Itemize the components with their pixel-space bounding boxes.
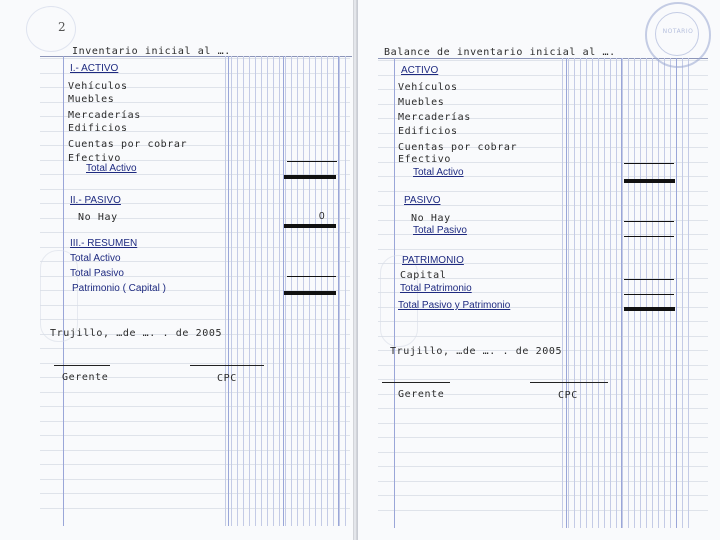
ledger-column-line (273, 56, 274, 526)
left-activo-item: Edificios (68, 123, 128, 134)
right-activo-underline (624, 163, 674, 164)
left-signature-line-cpc (190, 365, 264, 366)
left-activo-item: Vehículos (68, 81, 128, 92)
ledger-column-line (604, 58, 605, 528)
left-activo-item: Muebles (68, 94, 115, 105)
left-resumen-heading: III.- RESUMEN (70, 238, 138, 249)
right-total-pasivo-patrimonio: Total Pasivo y Patrimonio (398, 300, 511, 311)
ledger-column-line (580, 58, 581, 528)
left-resumen-item: Patrimonio ( Capital ) (72, 283, 166, 294)
left-resumen-item: Total Activo (70, 253, 121, 264)
ledger-column-line (676, 58, 677, 528)
ledger-column-line (622, 58, 623, 528)
notary-stamp: NOTARIO (645, 2, 711, 68)
ledger-column-line (640, 58, 641, 528)
ledger-column-line (562, 58, 563, 528)
left-resumen-double-rule (284, 291, 336, 295)
left-activo-item: Mercaderías (68, 110, 141, 121)
left-date-line: Trujillo, …de …. . de 2005 (50, 328, 223, 339)
right-activo-heading: ACTIVO (401, 65, 439, 76)
ledger-column-line (228, 56, 229, 526)
ledger-column-line (664, 58, 665, 528)
left-signer-gerente: Gerente (62, 372, 109, 383)
ledger-column-line (688, 58, 689, 528)
right-pasivo-underline (624, 221, 674, 222)
right-signature-line-cpc (530, 382, 608, 383)
left-pasivo-value: 0 (319, 211, 325, 222)
ledger-column-line (279, 56, 280, 526)
ledger-column-line (610, 58, 611, 528)
ledger-column-line (261, 56, 262, 526)
ledger-column-line (682, 58, 683, 528)
right-pasivo-item: No Hay (411, 213, 451, 224)
right-activo-item: Efectivo (398, 154, 451, 165)
ledger-column-line (243, 56, 244, 526)
right-patrimonio-underline (624, 279, 674, 280)
left-resumen-underline (287, 276, 336, 277)
right-pasivo-total-underline (624, 236, 674, 237)
right-activo-item: Muebles (398, 97, 445, 108)
right-activo-item: Cuentas por cobrar (398, 142, 518, 153)
faded-seal (26, 6, 76, 52)
right-title: Balance de inventario inicial al …. (384, 47, 616, 58)
ledger-column-line (231, 56, 232, 526)
ledger-column-line (652, 58, 653, 528)
right-patrimonio-heading: PATRIMONIO (402, 255, 464, 266)
ledger-column-line (616, 58, 617, 528)
right-patrimonio-total-underline (624, 294, 674, 295)
right-date-line: Trujillo, …de …. . de 2005 (390, 346, 563, 357)
right-signer-gerente: Gerente (398, 389, 445, 400)
ledger-column-line (658, 58, 659, 528)
ledger-column-line (621, 58, 622, 528)
ledger-column-line (574, 58, 575, 528)
book-spine (353, 0, 357, 540)
left-pasivo-heading: II.- PASIVO (70, 195, 121, 206)
ledger-column-line (249, 56, 250, 526)
right-signer-cpc: CPC (558, 390, 578, 401)
page-number: 2 (58, 20, 66, 34)
left-activo-item: Cuentas por cobrar (68, 139, 188, 150)
left-title: Inventario inicial al …. (72, 46, 231, 57)
ledger-column-line (225, 56, 226, 526)
right-total-patrimonio: Total Patrimonio (400, 283, 472, 294)
ledger-column-line (255, 56, 256, 526)
left-activo-double-rule (284, 175, 336, 179)
left-activo-item: Efectivo (68, 153, 121, 164)
right-activo-item: Edificios (398, 126, 458, 137)
ledger-column-line (339, 56, 340, 526)
ledger-column-line (345, 56, 346, 526)
ledger-column-line (670, 58, 671, 528)
right-activo-item: Vehículos (398, 82, 458, 93)
ledger-column-line (267, 56, 268, 526)
left-pasivo-item: No Hay (78, 212, 118, 223)
right-total-pasivo: Total Pasivo (413, 225, 467, 236)
ledger-column-line (566, 58, 567, 528)
ledger-column-line (634, 58, 635, 528)
ledger-column-line (628, 58, 629, 528)
ledger-column-line (592, 58, 593, 528)
right-final-double-rule (624, 307, 675, 311)
right-capital: Capital (400, 270, 447, 281)
right-activo-double-rule (624, 179, 675, 183)
left-total-activo: Total Activo (86, 163, 137, 174)
left-signer-cpc: CPC (217, 373, 237, 384)
right-signature-line-gerente (382, 382, 450, 383)
right-total-activo: Total Activo (413, 167, 464, 178)
left-activo-underline (287, 161, 337, 162)
left-signature-line-gerente (54, 365, 110, 366)
right-pasivo-heading: PASIVO (404, 195, 441, 206)
ledger-column-line (568, 58, 569, 528)
ledger-column-line (338, 56, 339, 526)
right-activo-item: Mercaderías (398, 112, 471, 123)
left-activo-heading: I.- ACTIVO (70, 63, 119, 74)
ledger-column-line (646, 58, 647, 528)
ledger-column-line (598, 58, 599, 528)
ledger-column-line (237, 56, 238, 526)
left-resumen-item: Total Pasivo (70, 268, 124, 279)
left-pasivo-double-rule (284, 224, 336, 228)
ledger-column-line (586, 58, 587, 528)
